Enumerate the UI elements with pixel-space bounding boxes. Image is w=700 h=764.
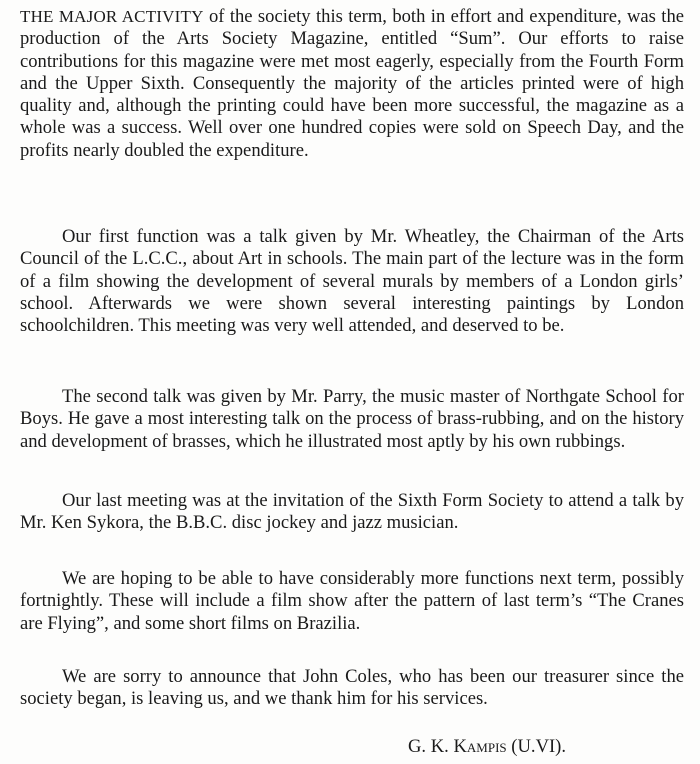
paragraph-text: Our first function was a talk given by Mr. Wheatley, the Chairman of the Arts Council of the L.C.C., about Art in schools. The main part of the lecture was in the form of a film showing the development of several murals by members of a London girls’ school. Afterwards we were shown several interesting paintings by London schoolchildren. This meeting was very well attended, and deserved to be. bbox=[20, 226, 684, 337]
paragraph-last-meeting bbox=[20, 490, 684, 535]
paragraph-text: We are hoping to be able to have considerably more functions next term, possibly fortnightly. These will include a film show after the pattern of last term’s “The Cranes are Flying”, and some short films on Brazilia. bbox=[20, 568, 684, 634]
author-signature bbox=[408, 736, 566, 758]
paragraph-treasurer bbox=[20, 666, 684, 711]
author-initials: G. K. bbox=[408, 736, 449, 757]
paragraph-text: The second talk was given by Mr. Parry, the music master of Northgate School for Boys. He gave a most interesting talk on the process of brass-rubbing, and on the history and development of brasses, which he illustrated most aptly by his own rubbings. bbox=[20, 386, 684, 452]
paragraph-first-function bbox=[20, 226, 684, 337]
paragraph-future-plans bbox=[20, 568, 684, 635]
paragraph-second-talk bbox=[20, 386, 684, 453]
paragraph-text: of the society this term, both in effort and expenditure, was the production of the Arts Society Magazine, entitled “Sum”. Our efforts to raise contributions for this magazine were met most eagerly, especially from the Fourth Form and the Upper Sixth. Consequently the majority of the articles printed were of high quality and, although the printing could have been more successful, the magazine as a whole was a success. Well over one hundred copies were sold on Speech Day, and the profits nearly doubled the expenditure. bbox=[20, 6, 685, 161]
paragraph-text: We are sorry to announce that John Coles, who has been our treasurer since the society began, is leaving us, and we thank him for his services. bbox=[20, 666, 684, 710]
author-form: (U.VI). bbox=[511, 736, 567, 757]
author-surname: Kampis bbox=[453, 736, 507, 757]
paragraph-magazine bbox=[20, 6, 684, 162]
opening-words: THE MAJOR ACTIVITY bbox=[20, 7, 204, 26]
paragraph-text: Our last meeting was at the invitation of the Sixth Form Society to attend a talk by Mr. Ken Sykora, the B.B.C. disc jockey and jazz musician. bbox=[20, 490, 684, 534]
